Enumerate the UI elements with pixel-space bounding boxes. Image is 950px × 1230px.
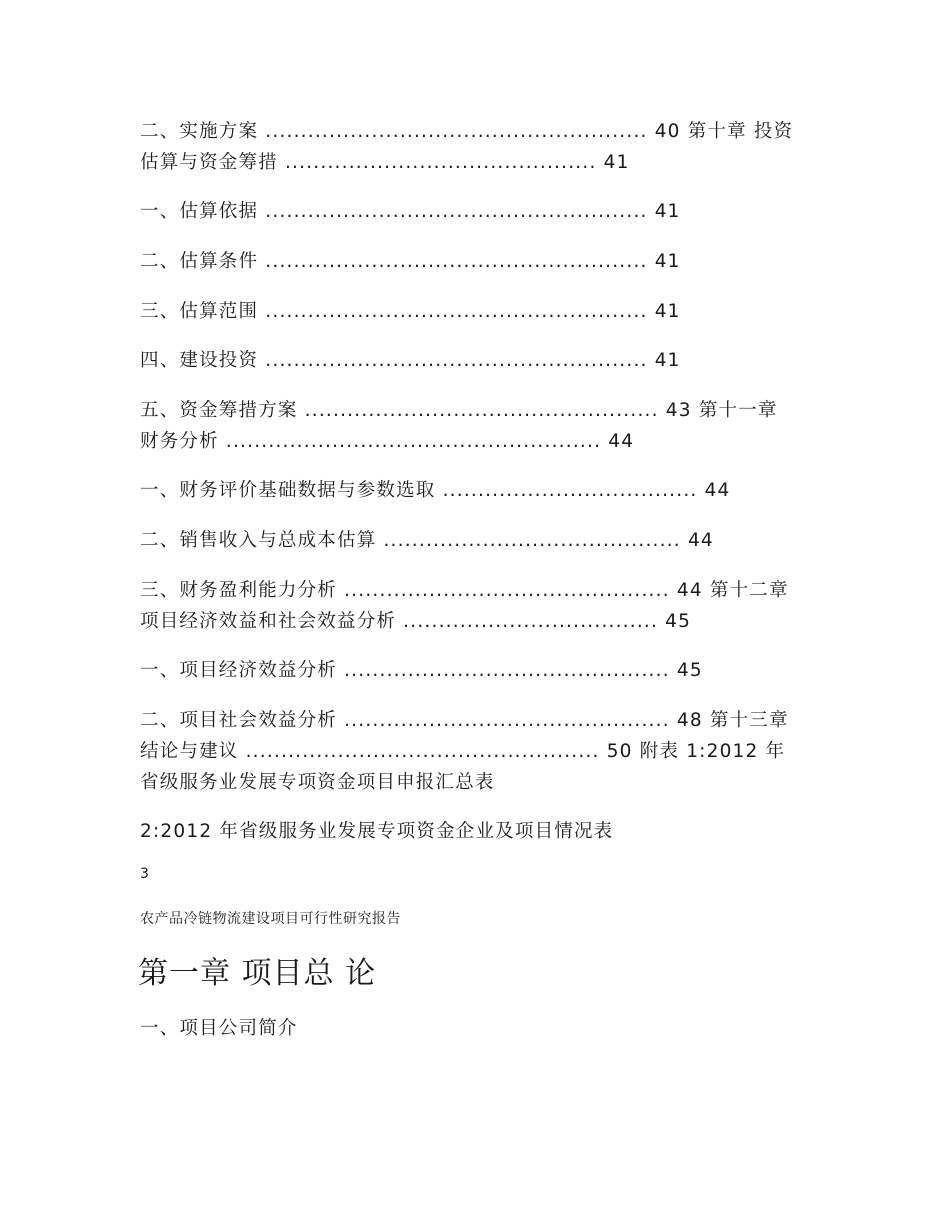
toc-line: 二、项目社会效益分析 .............................................. 48 第十三章 [140, 710, 789, 731]
toc-line: 估算与资金筹措 ............................................ 41 [140, 152, 630, 173]
toc-line: 2:2012 年省级服务业发展专项资金企业及项目情况表 [140, 821, 614, 842]
toc-line: 三、估算范围 ...................................................... 41 [140, 301, 681, 322]
toc-line: 二、实施方案 ...................................................... 40 第十章 投资 [140, 121, 794, 142]
toc-line: 结论与建议 .................................................. 50 附表 1:2012 年 [140, 741, 786, 762]
report-title: 农产品冷链物流建设项目可行性研究报告 [140, 911, 401, 927]
toc-line: 一、财务评价基础数据与参数选取 .................................... 44 [140, 480, 731, 501]
chapter-heading: 第一章 项目总 论 [138, 956, 377, 991]
page-number: 3 [140, 866, 149, 882]
toc-line: 五、资金筹措方案 .................................................. 43 第十一章 [140, 400, 778, 421]
toc-line: 财务分析 ..................................................... 44 [140, 431, 635, 452]
toc-line: 二、估算条件 ...................................................... 41 [140, 251, 681, 272]
toc-line: 四、建设投资 ...................................................... 41 [140, 350, 681, 371]
toc-line: 三、财务盈利能力分析 .............................................. 44 第十二章 [140, 580, 789, 601]
toc-line: 省级服务业发展专项资金项目申报汇总表 [140, 772, 495, 793]
section-heading: 一、项目公司简介 [140, 1018, 298, 1039]
toc-line: 二、销售收入与总成本估算 .......................................... 44 [140, 530, 714, 551]
toc-line: 一、估算依据 ...................................................... 41 [140, 201, 681, 222]
toc-line: 项目经济效益和社会效益分析 .................................... 45 [140, 611, 692, 632]
toc-line: 一、项目经济效益分析 .............................................. 45 [140, 660, 703, 681]
